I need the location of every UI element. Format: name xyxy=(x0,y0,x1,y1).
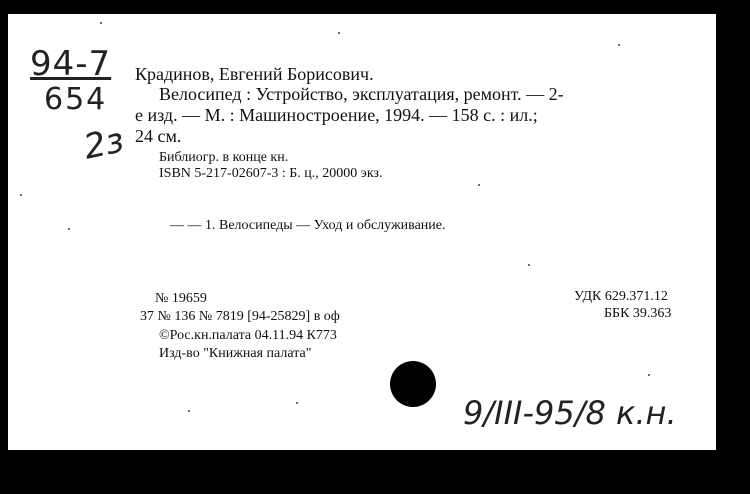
title-line-1: Велосипед : Устройство, эксплуатация, ремонт. — 2- xyxy=(159,84,564,104)
udk-code: УДК 629.371.12 xyxy=(574,289,668,304)
scan-speck xyxy=(648,374,650,376)
bibliography-note: Библиогр. в конце кн. xyxy=(159,150,289,165)
bbk-code: ББК 39.363 xyxy=(604,306,672,321)
scan-speck xyxy=(296,402,298,404)
scan-speck xyxy=(188,410,190,412)
publisher-line: Изд-во "Книжная палата" xyxy=(159,346,312,361)
card-number: № 19659 xyxy=(155,291,207,306)
record-line: 37 № 136 № 7819 [94-25829] в оф xyxy=(140,309,340,324)
scan-speck xyxy=(20,194,22,196)
book-chamber-line: ©Рос.кн.палата 04.11.94 К773 xyxy=(159,328,337,343)
catalog-card xyxy=(8,14,716,450)
scan-speck xyxy=(528,264,530,266)
handwritten-date-note: 9/III-95/8 к.н. xyxy=(463,394,677,432)
handwritten-mark: 2з xyxy=(80,120,128,168)
subject-heading: — — 1. Велосипеды — Уход и обслуживание. xyxy=(170,218,446,233)
scan-speck xyxy=(338,32,340,34)
shelf-mark-bottom: 654 xyxy=(44,82,108,117)
isbn-line: ISBN 5-217-02607-3 : Б. ц., 20000 экз. xyxy=(159,166,383,181)
scan-speck xyxy=(100,22,102,24)
shelf-mark-top: 94-7 xyxy=(30,44,112,84)
punch-hole xyxy=(390,361,436,407)
author-heading: Крадинов, Евгений Борисович. xyxy=(135,64,374,84)
title-line-3: 24 см. xyxy=(135,126,182,146)
scan-speck xyxy=(68,228,70,230)
scan-speck xyxy=(618,44,620,46)
title-line-2: е изд. — М. : Машиностроение, 1994. — 158 с. : ил.; xyxy=(135,105,538,125)
scan-speck xyxy=(478,184,480,186)
